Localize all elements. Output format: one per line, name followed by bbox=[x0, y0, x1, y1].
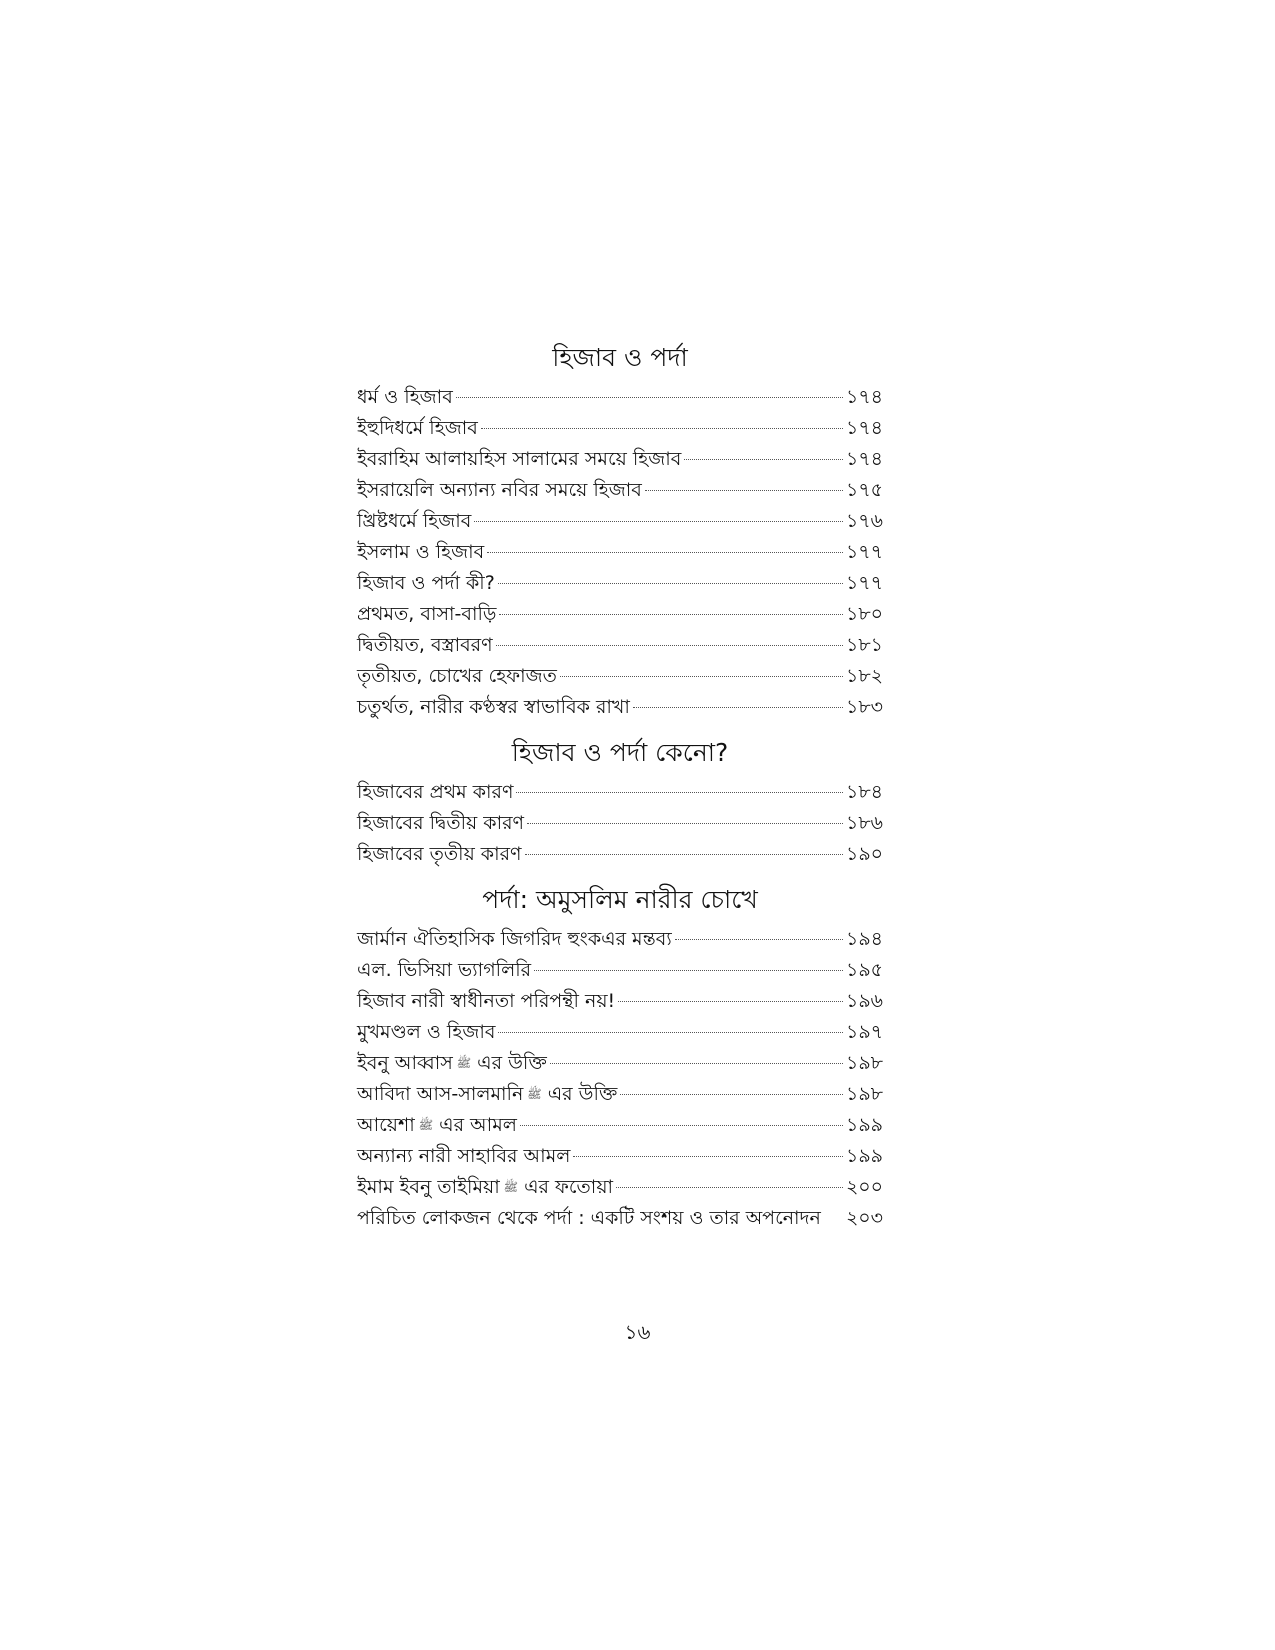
entry-title bbox=[357, 1017, 495, 1048]
toc-section bbox=[357, 882, 883, 1234]
toc-entry[interactable] bbox=[357, 1172, 883, 1203]
entry-title bbox=[357, 924, 672, 955]
toc-section bbox=[357, 340, 883, 723]
entry-page-number: ১৭৭ bbox=[845, 541, 883, 563]
entry-title bbox=[357, 1172, 613, 1203]
entry-text: চতুর্থত, নারীর কণ্ঠস্বর স্বাভাবিক রাখা bbox=[357, 696, 630, 718]
entry-text: তৃতীয়ত, চোখের হেফাজত bbox=[357, 665, 557, 687]
entry-text: ইবনু আব্বাস bbox=[357, 1052, 453, 1074]
table-of-contents bbox=[357, 340, 883, 1246]
section-title: পর্দা: অমুসলিম নারীর চোখে bbox=[482, 885, 758, 914]
entry-text: হিজাব নারী স্বাধীনতা পরিপন্থী নয়! bbox=[357, 990, 616, 1012]
dot-leader bbox=[527, 822, 843, 824]
entry-page-number: ১৯৯ bbox=[846, 1145, 883, 1167]
toc-entry[interactable] bbox=[357, 444, 883, 475]
dot-leader bbox=[498, 1031, 843, 1033]
entry-text: হিজাবের দ্বিতীয় কারণ bbox=[357, 812, 525, 834]
entry-text: দ্বিতীয়ত, বস্ত্রাবরণ bbox=[357, 634, 493, 656]
entry-title bbox=[357, 986, 615, 1017]
entry-page-number: ১৭৪ bbox=[845, 417, 883, 439]
dot-leader bbox=[560, 675, 843, 677]
section-title: হিজাব ও পর্দা কেনো? bbox=[511, 738, 729, 767]
entry-title bbox=[357, 1048, 547, 1079]
toc-entry[interactable] bbox=[357, 1079, 883, 1110]
toc-entry[interactable] bbox=[357, 808, 883, 839]
entry-suffix: এর উক্তি bbox=[541, 1083, 618, 1105]
entry-text: প্রথমত, বাসা-বাড়ি bbox=[357, 603, 497, 625]
dot-leader bbox=[481, 427, 843, 429]
toc-entry[interactable] bbox=[357, 630, 883, 661]
dot-leader bbox=[456, 396, 843, 398]
entry-page-number: ১৯৯ bbox=[846, 1114, 883, 1136]
entry-text: ইসরায়েলি অন্যান্য নবির সময়ে হিজাব bbox=[357, 479, 642, 501]
entry-text: ইবরাহিম আলায়হিস সালামের সময়ে হিজাব bbox=[357, 448, 682, 470]
toc-entry[interactable] bbox=[357, 924, 883, 955]
entry-text: হিজাবের তৃতীয় কারণ bbox=[357, 843, 522, 865]
dot-leader bbox=[499, 613, 843, 615]
entry-title bbox=[357, 382, 453, 413]
toc-entry[interactable] bbox=[357, 1048, 883, 1079]
toc-entry[interactable] bbox=[357, 599, 883, 630]
entry-text: অন্যান্য নারী সাহাবির আমল bbox=[357, 1145, 571, 1167]
dot-leader bbox=[474, 520, 843, 522]
entry-page-number: ১৭৪ bbox=[845, 386, 883, 408]
entry-page-number: ১৯৭ bbox=[845, 1021, 883, 1043]
entry-page-number: ১৯৪ bbox=[846, 928, 883, 950]
toc-entry[interactable] bbox=[357, 986, 883, 1017]
dot-leader bbox=[618, 1000, 843, 1002]
dot-leader bbox=[534, 969, 843, 971]
entry-page-number: ১৭৪ bbox=[845, 448, 883, 470]
entry-title bbox=[357, 630, 493, 661]
entry-page-number: ১৭৭ bbox=[845, 572, 883, 594]
entry-text: খ্রিষ্টধর্মে হিজাব bbox=[357, 510, 472, 532]
dot-leader bbox=[496, 644, 843, 646]
toc-entry[interactable] bbox=[357, 1141, 883, 1172]
entry-page-number: ১৯৮ bbox=[846, 1083, 883, 1105]
entry-title bbox=[357, 599, 496, 630]
entry-text: আবিদা আস-সালমানি bbox=[357, 1083, 524, 1105]
honorific-icon: ﷺ bbox=[523, 1087, 542, 1101]
dot-leader bbox=[821, 1218, 846, 1219]
dot-leader bbox=[684, 458, 843, 460]
entry-text: ইসলাম ও হিজাব bbox=[357, 541, 485, 563]
entry-text: ইহুদিধর্মে হিজাব bbox=[357, 417, 478, 439]
entry-text: আয়েশা bbox=[357, 1114, 415, 1136]
section-title: হিজাব ও পর্দা bbox=[552, 343, 688, 372]
dot-leader bbox=[487, 551, 843, 553]
page-number: ১৬ bbox=[624, 1320, 651, 1344]
entry-page-number: ১৮৪ bbox=[846, 781, 883, 803]
entry-title bbox=[357, 955, 531, 986]
toc-entry[interactable] bbox=[357, 413, 883, 444]
entry-title bbox=[357, 777, 513, 808]
entry-text: হিজাব ও পর্দা কী? bbox=[357, 572, 495, 594]
entry-text: এল. ভিসিয়া ভ্যাগলিরি bbox=[357, 959, 532, 981]
toc-entry[interactable] bbox=[357, 839, 883, 870]
entry-text: ধর্ম ও হিজাব bbox=[357, 386, 453, 408]
entry-page-number: ২০০ bbox=[845, 1176, 883, 1198]
entry-text: হিজাবের প্রথম কারণ bbox=[357, 781, 514, 803]
entry-title bbox=[357, 413, 478, 444]
entry-suffix: এর আমল bbox=[433, 1114, 517, 1136]
entry-text: মুখমণ্ডল ও হিজাব bbox=[357, 1021, 496, 1043]
entry-title bbox=[357, 1203, 821, 1234]
toc-entry[interactable] bbox=[357, 506, 883, 537]
entry-text: ইমাম ইবনু তাইমিয়া bbox=[357, 1176, 500, 1198]
toc-entry[interactable] bbox=[357, 475, 883, 506]
toc-entry[interactable] bbox=[357, 955, 883, 986]
dot-leader bbox=[520, 1124, 843, 1126]
toc-section bbox=[357, 735, 883, 870]
toc-entry[interactable] bbox=[357, 692, 883, 723]
entry-title bbox=[357, 661, 557, 692]
toc-entry[interactable] bbox=[357, 777, 883, 808]
toc-entry[interactable] bbox=[357, 1017, 883, 1048]
entry-title bbox=[357, 839, 522, 870]
dot-leader bbox=[525, 853, 843, 855]
dot-leader bbox=[550, 1062, 843, 1064]
honorific-icon: ﷺ bbox=[452, 1056, 472, 1070]
entry-page-number: ১৮১ bbox=[846, 634, 883, 656]
entry-page-number: ১৮২ bbox=[845, 665, 883, 687]
entry-title bbox=[357, 1079, 617, 1110]
entry-page-number: ১৮৩ bbox=[845, 696, 883, 718]
dot-leader bbox=[675, 938, 843, 940]
entry-title bbox=[357, 475, 642, 506]
toc-entry[interactable] bbox=[357, 661, 883, 692]
entry-text: জার্মান ঐতিহাসিক জিগরিদ হুংকএর মন্তব্য bbox=[357, 928, 672, 950]
entry-page-number: ১৯৫ bbox=[846, 959, 883, 981]
honorific-icon: ﷺ bbox=[499, 1180, 519, 1194]
entry-title bbox=[357, 537, 484, 568]
toc-entry[interactable] bbox=[357, 1203, 883, 1234]
entry-page-number: ১৭৬ bbox=[845, 510, 883, 532]
entry-page-number: ২০৩ bbox=[845, 1207, 883, 1229]
entry-title bbox=[357, 808, 524, 839]
toc-entry[interactable] bbox=[357, 568, 883, 599]
dot-leader bbox=[633, 706, 843, 708]
honorific-icon: ﷺ bbox=[414, 1118, 434, 1132]
toc-entry[interactable] bbox=[357, 537, 883, 568]
dot-leader bbox=[498, 582, 843, 584]
entry-page-number: ১৮০ bbox=[845, 603, 883, 625]
dot-leader bbox=[616, 1186, 843, 1188]
dot-leader bbox=[645, 489, 843, 491]
entry-page-number: ১৯৬ bbox=[845, 990, 883, 1012]
dot-leader bbox=[620, 1093, 843, 1095]
entry-title bbox=[357, 1141, 570, 1172]
entry-title bbox=[357, 506, 471, 537]
toc-entry[interactable] bbox=[357, 1110, 883, 1141]
entry-title bbox=[357, 1110, 517, 1141]
entry-text: পরিচিত লোকজন থেকে পর্দা : একটি সংশয় ও তার অপনোদন bbox=[357, 1207, 821, 1229]
entry-page-number: ১৮৬ bbox=[845, 812, 883, 834]
toc-entry[interactable] bbox=[357, 382, 883, 413]
entry-suffix: এর উক্তি bbox=[471, 1052, 547, 1074]
entry-suffix: এর ফতোয়া bbox=[518, 1176, 614, 1198]
entry-page-number: ১৯৮ bbox=[846, 1052, 883, 1074]
entry-title bbox=[357, 692, 630, 723]
dot-leader bbox=[516, 791, 843, 793]
entry-page-number: ১৭৫ bbox=[845, 479, 883, 501]
entry-title bbox=[357, 568, 495, 599]
entry-title bbox=[357, 444, 681, 475]
entry-page-number: ১৯০ bbox=[845, 843, 883, 865]
dot-leader bbox=[573, 1155, 843, 1157]
